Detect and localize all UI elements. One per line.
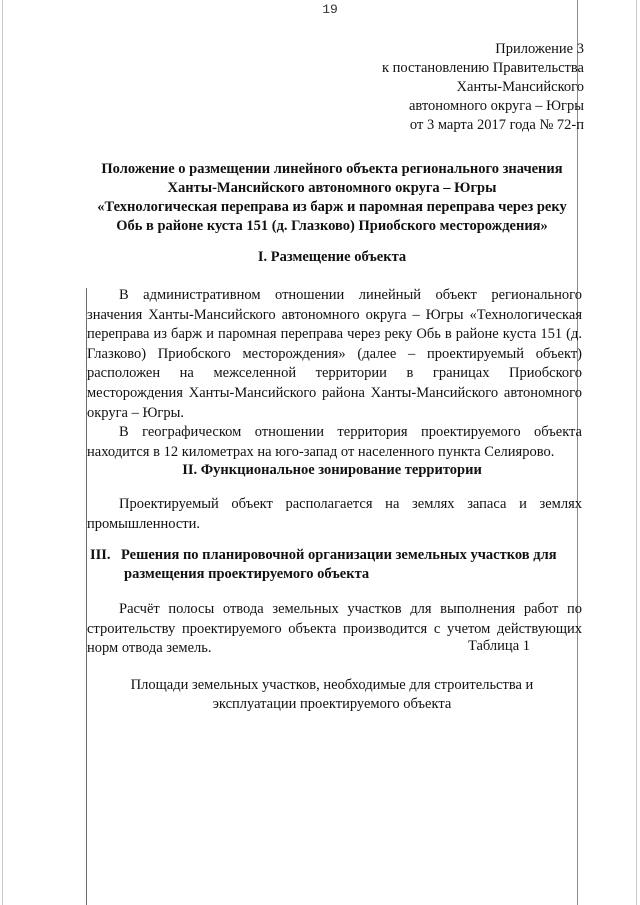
section1-paragraph: В административном отношении линейный объект регионального значения Ханты-Мансийского автономного округа – Югры «Технологическая переправа из барж и паромная переправа через реку Обь в районе куста 151 (д. Глазково) Приобского месторождения» (далее – проектируемый объект) расположен на межселенной территории в границах Приобского месторождения Ханты-Мансийского района Ханты-Мансийского автономного округа – Югры. <box>87 287 582 421</box>
scan-edge-left <box>2 0 3 905</box>
table-label: Таблица 1 <box>467 638 530 654</box>
section1-heading: I. Размещение объекта <box>257 249 407 265</box>
section1-paragraph: В географическом отношении территория проектируемого объекта находится в 12 километрах на юго-запад от населенного пункта Селиярово. <box>87 424 582 460</box>
appendix-block <box>254 40 584 135</box>
caption-line: Площади земельных участков, необходимые для строительства и <box>130 677 534 693</box>
section3-number: III. <box>90 547 111 563</box>
appendix-line: Приложение 3 <box>495 41 584 57</box>
section2-body <box>87 495 582 534</box>
section3-paragraph: Расчёт полосы отвода земельных участков для выполнения работ по строительству проектируемого объекта производится с учетом действующих норм отвода земель. <box>87 601 582 657</box>
section3-heading-line: Решения по планировочной организации земельных участков для <box>121 547 557 563</box>
appendix-line: автономного округа – Югры <box>408 98 584 114</box>
appendix-line: от 3 марта 2017 года № 72-п <box>409 117 584 133</box>
caption-line: эксплуатации проектируемого объекта <box>212 696 452 712</box>
scan-edge-right <box>636 0 637 905</box>
section3-heading <box>90 546 590 584</box>
section1-body <box>87 286 582 462</box>
appendix-line: к постановлению Правительства <box>382 60 584 76</box>
section3-heading-line: размещения проектируемого объекта <box>124 566 370 582</box>
section2-heading: II. Функциональное зонирование территории <box>182 462 482 478</box>
title-line: «Технологическая переправа из барж и паромная переправа через реку <box>97 199 567 215</box>
document-title <box>82 160 582 236</box>
page-number: 19 <box>322 2 338 17</box>
title-line: Обь в районе куста 151 (д. Глазково) Приобского месторождения» <box>116 218 548 234</box>
title-line: Ханты-Мансийского автономного округа – Югры <box>167 180 497 196</box>
title-line: Положение о размещении линейного объекта регионального значения <box>101 161 563 177</box>
section2-paragraph: Проектируемый объект располагается на землях запаса и землях промышленности. <box>87 496 582 532</box>
appendix-line: Ханты-Мансийского <box>456 79 584 95</box>
table-caption <box>82 676 582 714</box>
